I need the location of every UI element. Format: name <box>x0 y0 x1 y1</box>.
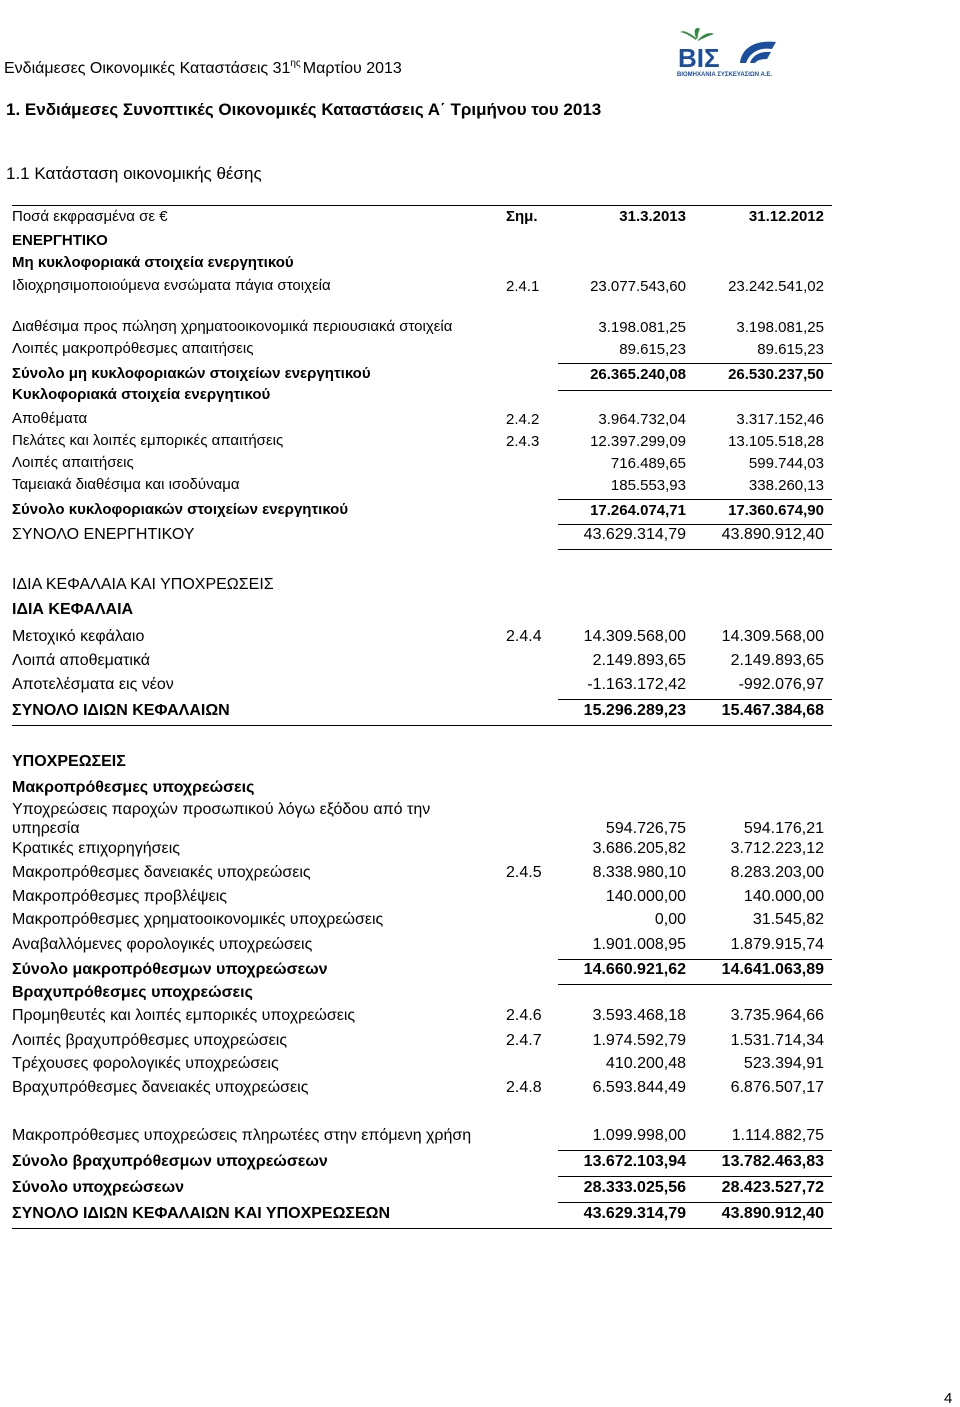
row-value-2013: 13.672.103,94 <box>583 1153 686 1170</box>
table-row <box>12 982 832 1002</box>
table-row <box>12 626 832 646</box>
row-label: Διαθέσιμα προς πώληση χρηματοοικονομικά περιουσιακά στοιχεία <box>12 318 453 335</box>
row-value-2013: 2.149.893,65 <box>592 652 686 669</box>
row-value-2013: 12.397.299,09 <box>590 433 686 450</box>
row-value-2012: 14.309.568,00 <box>721 628 824 645</box>
total-rule <box>558 1202 832 1203</box>
total-rule <box>558 524 832 525</box>
row-label: ΣΥΝΟΛΟ ΕΝΕΡΓΗΤΙΚΟΥ <box>12 526 195 543</box>
row-note: 2.4.4 <box>506 628 542 645</box>
table-row <box>12 430 832 450</box>
table-row <box>12 252 832 272</box>
row-label: Μακροπρόθεσμες προβλέψεις <box>12 888 227 905</box>
table-row <box>12 650 832 670</box>
table-row <box>12 1030 832 1050</box>
table-row <box>12 959 832 979</box>
row-label: Σύνολο μακροπρόθεσμων υποχρεώσεων <box>12 961 328 978</box>
table-row <box>12 574 832 594</box>
row-label: Σύνολο μη κυκλοφοριακών στοιχείων ενεργητικού <box>12 365 371 382</box>
row-value-2012: 2.149.893,65 <box>730 652 824 669</box>
row-label: Σύνολο υποχρεώσεων <box>12 1179 184 1196</box>
row-label: ΣΥΝΟΛΟ ΙΔΙΩΝ ΚΕΦΑΛΑΙΩΝ <box>12 702 230 719</box>
row-value-2012: 23.242.541,02 <box>728 278 824 295</box>
row-note: 2.4.5 <box>506 864 542 881</box>
row-value-2012: 594.176,21 <box>743 820 824 837</box>
total-rule <box>558 549 832 550</box>
row-value-2012: 140.000,00 <box>743 888 824 905</box>
table-row <box>12 777 832 797</box>
page-number: 4 <box>944 1390 953 1407</box>
row-label: Κυκλοφοριακά στοιχεία ενεργητικού <box>12 386 271 403</box>
row-value-2012: 3.317.152,46 <box>736 411 824 428</box>
table-row <box>12 1005 832 1025</box>
section-title: 1. Ενδιάμεσες Συνοπτικές Οικονομικές Καταστάσεις Α΄ Τριμήνου του 2013 <box>6 100 602 119</box>
row-value-2013: 43.629.314,79 <box>583 526 686 543</box>
total-rule <box>558 699 832 700</box>
table-row <box>12 408 832 428</box>
row-value-2012: 43.890.912,40 <box>721 1205 824 1222</box>
row-note: 2.4.1 <box>506 278 540 295</box>
row-value-2013: 26.365.240,08 <box>590 366 686 383</box>
row-note: 2.4.7 <box>506 1032 542 1049</box>
row-value-2012: 3.735.964,66 <box>730 1007 824 1024</box>
row-value-2013: 14.660.921,62 <box>583 961 686 978</box>
col-header-2013: 31.3.2013 <box>619 208 686 225</box>
table-row <box>12 1077 832 1097</box>
row-value-2013: 8.338.980,10 <box>592 864 686 881</box>
row-value-2012: 599.744,03 <box>748 455 824 472</box>
row-value-2013: 3.198.081,25 <box>598 319 686 336</box>
row-label: Τρέχουσες φορολογικές υποχρεώσεις <box>12 1055 279 1072</box>
row-label: Σύνολο βραχυπρόθεσμων υποχρεώσεων <box>12 1153 328 1170</box>
row-label: ΙΔΙΑ ΚΕΦΑΛΑΙΑ <box>12 601 134 618</box>
table-row <box>12 230 832 250</box>
table-row <box>12 474 832 494</box>
row-value-2013: 1.901.008,95 <box>592 936 686 953</box>
row-label: Πελάτες και λοιπές εμπορικές απαιτήσεις <box>12 432 284 449</box>
row-value-2013: 23.077.543,60 <box>590 278 686 295</box>
table-row <box>12 1151 832 1171</box>
table-row <box>12 363 832 383</box>
table-row <box>12 599 832 619</box>
row-value-2013: 43.629.314,79 <box>583 1205 686 1222</box>
row-value-2013: 15.296.289,23 <box>583 702 686 719</box>
table-row <box>12 751 832 771</box>
row-label: ΥΠΟΧΡΕΩΣΕΙΣ <box>12 753 126 770</box>
row-label: Σύνολο κυκλοφοριακών στοιχείων ενεργητικού <box>12 501 349 518</box>
row-value-2012: 338.260,13 <box>748 477 824 494</box>
table-row <box>12 700 832 720</box>
table-row <box>12 1053 832 1073</box>
row-value-2012: 523.394,91 <box>743 1055 824 1072</box>
header-title-end: Μαρτίου 2013 <box>302 60 402 77</box>
logo-wordmark: ΒΙΣ <box>678 43 720 73</box>
row-note: 2.4.8 <box>506 1079 542 1096</box>
row-value-2012: 8.283.203,00 <box>730 864 824 881</box>
row-value-2012: 28.423.527,72 <box>721 1179 824 1196</box>
table-row <box>12 316 832 336</box>
row-value-2012: 13.782.463,83 <box>721 1153 824 1170</box>
row-value-2013: 17.264.074,71 <box>590 502 686 519</box>
total-rule <box>558 984 832 985</box>
row-label: Λοιπές βραχυπρόθεσμες υποχρεώσεις <box>12 1032 288 1049</box>
total-rule <box>558 959 832 960</box>
row-value-2013: 89.615,23 <box>619 341 686 358</box>
row-value-2013: 185.553,93 <box>610 477 686 494</box>
row-value-2013: 3.593.468,18 <box>592 1007 686 1024</box>
row-value-2013: 410.200,48 <box>605 1055 686 1072</box>
row-value-2013: 0,00 <box>654 911 686 928</box>
row-note: 2.4.6 <box>506 1007 542 1024</box>
row-value-2012: 31.545,82 <box>752 911 824 928</box>
row-label: Λοιπές απαιτήσεις <box>12 454 134 471</box>
company-logo-graphic <box>676 28 786 80</box>
row-value-2013: 716.489,65 <box>610 455 686 472</box>
currency-caption: Ποσά εκφρασμένα σε € <box>12 208 168 225</box>
row-label: Βραχυπρόθεσμες υποχρεώσεις <box>12 984 253 1001</box>
row-label: Αποθέματα <box>12 410 88 427</box>
logo-subtitle: ΒΙΟΜΗΧΑΝΙΑ ΣΥΣΚΕΥΑΣΙΩΝ Α.Ε. <box>677 72 773 78</box>
row-value-2013: -1.163.172,42 <box>587 676 686 693</box>
total-rule <box>558 363 832 364</box>
row-label: Μακροπρόθεσμες χρηματοοικονομικές υποχρεώσεις <box>12 911 384 928</box>
total-rule <box>12 1228 832 1229</box>
row-label: Μακροπρόθεσμες υποχρεώσεις πληρωτέες στην επόμενη χρήση <box>12 1127 472 1144</box>
row-label: Λοιπές μακροπρόθεσμες απαιτήσεις <box>12 340 254 357</box>
row-value-2013: 594.726,75 <box>605 820 686 837</box>
header-title-superscript: ης <box>290 58 301 69</box>
row-label: Μακροπρόθεσμες δανειακές υποχρεώσεις <box>12 864 311 881</box>
table-row <box>12 886 832 906</box>
row-value-2012: 1.114.882,75 <box>731 1127 824 1144</box>
row-label: Αποτελέσματα εις νέον <box>12 676 174 693</box>
row-label: ΙΔΙΑ ΚΕΦΑΛΑΙΑ ΚΑΙ ΥΠΟΧΡΕΩΣΕΙΣ <box>12 576 274 593</box>
table-top-rule <box>12 205 832 206</box>
row-label: Προμηθευτές και λοιπές εμπορικές υποχρεώσεις <box>12 1007 356 1024</box>
row-value-2012: 3.198.081,25 <box>736 319 824 336</box>
row-label: Μη κυκλοφοριακά στοιχεία ενεργητικού <box>12 254 294 271</box>
header-title: Ενδιάμεσες Οικονομικές Καταστάσεις 31 <box>4 60 291 77</box>
table-row <box>12 452 832 472</box>
row-value-2012: 1.531.714,34 <box>730 1032 824 1049</box>
row-value-2013: 14.309.568,00 <box>583 628 686 645</box>
table-row <box>12 524 832 544</box>
total-rule <box>558 499 832 500</box>
row-value-2013: 3.686.205,82 <box>592 840 686 857</box>
table-row <box>12 1177 832 1197</box>
row-value-2012: 26.530.237,50 <box>728 366 824 383</box>
row-value-2012: -992.076,97 <box>738 676 824 693</box>
table-row <box>12 275 832 295</box>
row-label: Ταμειακά διαθέσιμα και ισοδύναμα <box>12 476 240 493</box>
row-value-2013: 3.964.732,04 <box>598 411 686 428</box>
col-header-note: Σημ. <box>506 208 538 225</box>
row-value-2012: 3.712.223,12 <box>730 840 824 857</box>
row-value-2012: 13.105.518,28 <box>728 433 824 450</box>
total-rule <box>558 1150 832 1151</box>
row-value-2013: 140.000,00 <box>605 888 686 905</box>
table-row <box>12 384 832 404</box>
table-row <box>12 1125 832 1145</box>
row-note: 2.4.3 <box>506 433 540 450</box>
document-header <box>4 58 402 78</box>
table-row <box>12 338 832 358</box>
table-row <box>12 499 832 519</box>
row-value-2013: 6.593.844,49 <box>592 1079 686 1096</box>
row-label: ΕΝΕΡΓΗΤΙΚΟ <box>12 232 108 249</box>
table-row <box>12 909 832 929</box>
subsection-title: 1.1 Κατάσταση οικονομικής θέσης <box>6 164 262 183</box>
row-value-2012: 1.879.915,74 <box>730 936 824 953</box>
row-value-2012: 89.615,23 <box>757 341 824 358</box>
row-label: Αναβαλλόμενες φορολογικές υποχρεώσεις <box>12 936 313 953</box>
col-header-2012: 31.12.2012 <box>748 208 824 225</box>
table-row <box>12 934 832 954</box>
table-row <box>12 801 832 838</box>
table-row <box>12 674 832 694</box>
row-note: 2.4.2 <box>506 411 540 428</box>
row-label: Βραχυπρόθεσμες δανειακές υποχρεώσεις <box>12 1079 309 1096</box>
row-value-2012: 17.360.674,90 <box>728 502 824 519</box>
row-value-2012: 14.641.063,89 <box>721 961 824 978</box>
table-row <box>12 838 832 858</box>
row-label: Λοιπά αποθεματικά <box>12 652 151 669</box>
leaf-icon <box>680 28 714 41</box>
row-label: Ιδιοχρησιμοποιούμενα ενσώματα πάγια στοιχεία <box>12 277 331 294</box>
row-value-2013: 1.974.592,79 <box>592 1032 686 1049</box>
row-label: Κρατικές επιχορηγήσεις <box>12 840 180 857</box>
company-logo <box>676 28 786 80</box>
row-label: ΣΥΝΟΛΟ ΙΔΙΩΝ ΚΕΦΑΛΑΙΩΝ ΚΑΙ ΥΠΟΧΡΕΩΣΕΩΝ <box>12 1205 391 1222</box>
total-rule <box>558 390 832 391</box>
row-label: Μετοχικό κεφάλαιο <box>12 628 145 645</box>
row-label: Υποχρεώσεις παροχών προσωπικού λόγω εξόδου από την υπηρεσία <box>12 801 431 837</box>
table-header-row <box>12 208 832 225</box>
total-rule <box>12 725 832 726</box>
row-label: Μακροπρόθεσμες υποχρεώσεις <box>12 779 255 796</box>
row-value-2013: 1.099.998,00 <box>592 1127 686 1144</box>
table-row <box>12 1203 832 1223</box>
table-row <box>12 862 832 882</box>
row-value-2012: 15.467.384,68 <box>721 702 824 719</box>
row-value-2012: 6.876.507,17 <box>730 1079 824 1096</box>
logo-mark-icon <box>740 42 776 63</box>
total-rule <box>558 1176 832 1177</box>
row-value-2013: 28.333.025,56 <box>583 1179 686 1196</box>
row-value-2012: 43.890.912,40 <box>721 526 824 543</box>
